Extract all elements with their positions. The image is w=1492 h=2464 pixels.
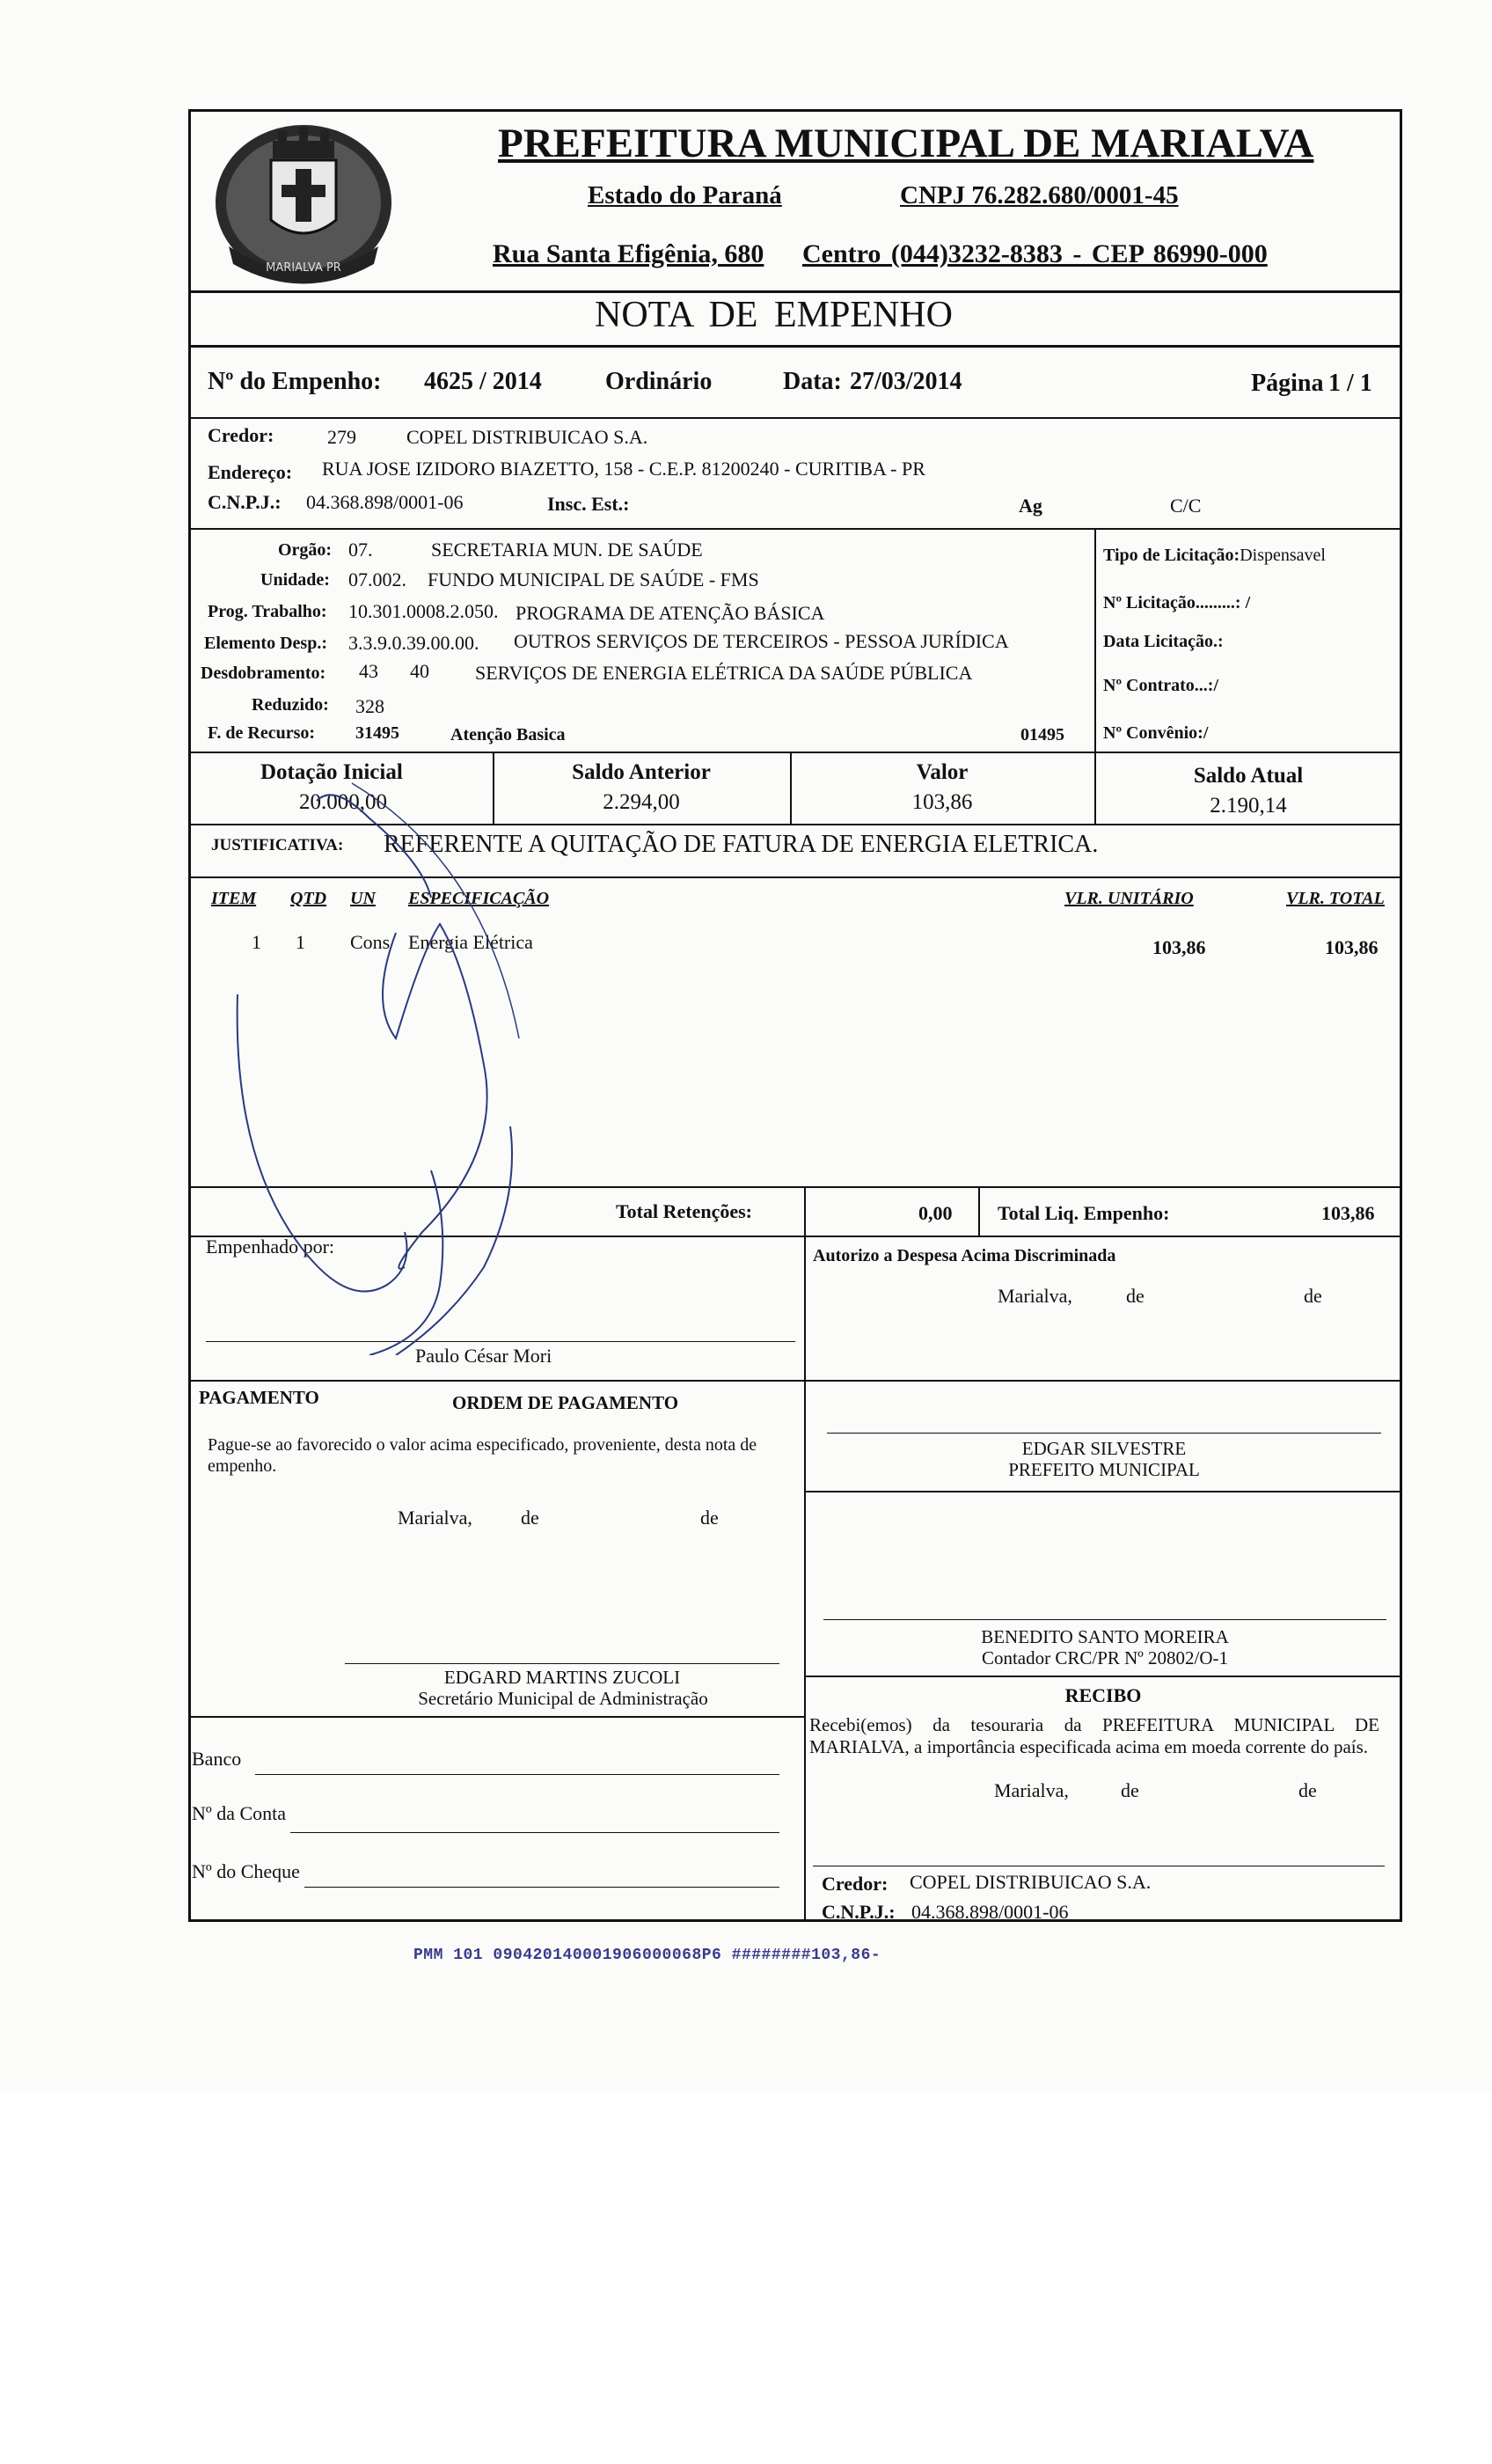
recibo-de-1: de — [1121, 1779, 1139, 1801]
dotacao-value: 20.000,00 — [299, 790, 387, 814]
saldo-atual-value: 2.190,14 — [1210, 794, 1287, 818]
row-qtd: 1 — [296, 931, 305, 953]
dotacao-label: Dotação Inicial — [260, 760, 403, 784]
credor-code: 279 — [327, 426, 356, 448]
credor-name: COPEL DISTRIBUICAO S.A. — [406, 426, 648, 448]
secretario-name: EDGARD MARTINS ZUCOLI — [443, 1667, 681, 1688]
handwritten-signature — [220, 774, 625, 1355]
col-un: UN — [350, 889, 376, 908]
page-title: PREFEITURA MUNICIPAL DE MARIALVA — [498, 121, 1314, 166]
endereco-label: Endereço: — [208, 461, 293, 483]
contador-title: Contador CRC/PR Nº 20802/O-1 — [981, 1647, 1229, 1668]
prefeito-title: PREFEITO MUNICIPAL — [1008, 1459, 1200, 1480]
secretario-title: Secretário Municipal de Administração — [418, 1688, 708, 1709]
col-qtd: QTD — [290, 889, 327, 908]
state-label: Estado do Paraná — [588, 181, 782, 209]
prog-trabalho-code: 10.301.0008.2.050. — [348, 600, 499, 622]
autorizo-place: Marialva, — [998, 1285, 1072, 1307]
row-spec: Energia Elétrica — [408, 931, 533, 953]
orgao-name: SECRETARIA MUN. DE SAÚDE — [431, 539, 703, 561]
cnpj-credor-label: C.N.P.J.: — [208, 491, 282, 513]
elemento-label: Elemento Desp.: — [204, 634, 327, 653]
liquido-value: 103,86 — [1321, 1202, 1375, 1224]
elemento-name: OUTROS SERVIÇOS DE TERCEIROS - PESSOA JURÍDICA — [514, 630, 1009, 652]
desdobramento-a: 43 — [359, 660, 378, 682]
numero-convenio: Nº Convênio:/ — [1103, 723, 1209, 743]
autorizo-de-2: de — [1304, 1285, 1322, 1307]
empenho-number-label: Nº do Empenho: — [208, 368, 382, 395]
page-label: Página — [1251, 370, 1324, 397]
pague-se-text: Pague-se ao favorecido o valor acima especificado, proveniente, desta nota de empenho. — [208, 1435, 757, 1476]
empenho-type: Ordinário — [605, 368, 713, 395]
col-total: VLR. TOTAL — [1286, 889, 1385, 908]
col-especificacao: ESPECIFICAÇÃO — [408, 889, 550, 908]
empenho-number: 4625 / 2014 — [424, 368, 542, 395]
insc-est-label: Insc. Est.: — [547, 493, 630, 515]
row-un: Cons — [350, 931, 391, 953]
cnpj-label: CNPJ 76.282.680/0001-45 — [900, 181, 1179, 209]
desdobramento-name: SERVIÇOS DE ENERGIA ELÉTRICA DA SAÚDE PÚBLICA — [475, 662, 973, 684]
recurso-ref: 01495 — [1020, 725, 1064, 744]
pagamento-de-2: de — [700, 1507, 719, 1529]
reduzido-label: Reduzido: — [252, 695, 329, 715]
elemento-code: 3.3.9.0.39.00.00. — [348, 632, 479, 654]
recurso-name: Atenção Basica — [450, 725, 566, 744]
document-title: NOTA DE EMPENHO — [595, 295, 953, 335]
saldo-anterior-label: Saldo Anterior — [572, 760, 711, 784]
unidade-label: Unidade: — [260, 570, 330, 590]
desdobramento-label: Desdobramento: — [201, 664, 326, 683]
credor-label: Credor: — [208, 424, 274, 446]
ag-label: Ag — [1019, 495, 1042, 517]
prog-trabalho-name: PROGRAMA DE ATENÇÃO BÁSICA — [516, 602, 825, 624]
saldo-anterior-value: 2.294,00 — [603, 790, 680, 814]
pagamento-label: PAGAMENTO — [199, 1387, 319, 1408]
tipo-licitacao: Tipo de Licitação:Dispensavel — [1103, 546, 1326, 565]
justificativa-text: REFERENTE A QUITAÇÃO DE FATURA DE ENERGIA ELETRICA. — [384, 831, 1099, 858]
endereco-value: RUA JOSE IZIDORO BIAZETTO, 158 - C.E.P. 81200240 - CURITIBA - PR — [322, 458, 925, 480]
retencoes-value: 0,00 — [918, 1202, 953, 1224]
recibo-place: Marialva, — [994, 1779, 1069, 1801]
prog-trabalho-label: Prog. Trabalho: — [208, 602, 327, 621]
recibo-cnpj-value: 04.368.898/0001-06 — [911, 1901, 1069, 1923]
orgao-code: 07. — [348, 539, 373, 561]
cc-label: C/C — [1170, 495, 1202, 517]
col-unit-price: VLR. UNITÁRIO — [1064, 889, 1194, 908]
recibo-credor-label: Credor: — [822, 1873, 889, 1895]
conta-label: Nº da Conta — [192, 1802, 287, 1824]
row-total: 103,86 — [1325, 936, 1379, 958]
retencoes-label: Total Retenções: — [616, 1200, 752, 1222]
cheque-label: Nº do Cheque — [192, 1860, 300, 1882]
contador-name: BENEDITO SANTO MOREIRA — [981, 1626, 1229, 1647]
autorizo-text: Autorizo a Despesa Acima Discriminada — [813, 1246, 1116, 1265]
recibo-credor-name: COPEL DISTRIBUICAO S.A. — [910, 1871, 1152, 1893]
page-number: 1 / 1 — [1328, 370, 1372, 397]
col-item: ITEM — [211, 889, 257, 908]
pagamento-de-1: de — [521, 1507, 539, 1529]
recibo-de-2: de — [1298, 1779, 1317, 1801]
valor-value: 103,86 — [911, 790, 973, 814]
numero-licitacao: Nº Licitação.........: / — [1103, 593, 1251, 612]
empenho-date-label: Data: — [783, 368, 842, 395]
unidade-code: 07.002. — [348, 568, 406, 590]
recurso-label: F. de Recurso: — [208, 723, 316, 743]
justificativa-label: JUSTIFICATIVA: — [211, 836, 344, 854]
pagamento-place: Marialva, — [398, 1507, 472, 1529]
empenho-date: 27/03/2014 — [850, 368, 962, 395]
saldo-atual-label: Saldo Atual — [1193, 764, 1304, 788]
orgao-label: Orgão: — [278, 540, 333, 560]
row-item: 1 — [252, 931, 261, 953]
valor-label: Valor — [916, 760, 969, 784]
empenhado-name: Paulo César Mori — [415, 1345, 552, 1367]
recurso-code: 31495 — [355, 723, 399, 743]
row-unit-price: 103,86 — [1152, 936, 1206, 958]
liquido-label: Total Liq. Empenho: — [998, 1202, 1170, 1224]
cnpj-credor-value: 04.368.898/0001-06 — [306, 491, 464, 513]
reduzido-value: 328 — [355, 695, 384, 717]
desdobramento-b: 40 — [410, 660, 429, 682]
recibo-text: Recebi(emos) da tesouraria da PREFEITURA MUNICIPAL DE MARIALVA, a importância especificada acima em moeda corrente do país. — [809, 1714, 1379, 1758]
unidade-name: FUNDO MUNICIPAL DE SAÚDE - FMS — [428, 568, 759, 590]
crest-text: MARIALVA PR — [266, 261, 341, 275]
contact-label: Centro (044)3232-8383 - CEP 86990-000 — [802, 239, 1268, 268]
numero-contrato: Nº Contrato...:/ — [1103, 676, 1219, 695]
recibo-cnpj-label: C.N.P.J.: — [822, 1901, 896, 1923]
address-label: Rua Santa Efigênia, 680 — [493, 239, 764, 268]
data-licitacao: Data Licitação.: — [1103, 632, 1224, 651]
banco-label: Banco — [192, 1748, 242, 1770]
ordem-pagamento-label: ORDEM DE PAGAMENTO — [452, 1392, 679, 1413]
footer-code: PMM 101 090420140001906000068P6 ########103,86- — [413, 1947, 881, 1964]
recibo-label: RECIBO — [1064, 1684, 1142, 1706]
prefeito-name: EDGAR SILVESTRE — [1021, 1438, 1187, 1459]
autorizo-de-1: de — [1126, 1285, 1145, 1307]
empenhado-label: Empenhado por: — [206, 1236, 335, 1258]
